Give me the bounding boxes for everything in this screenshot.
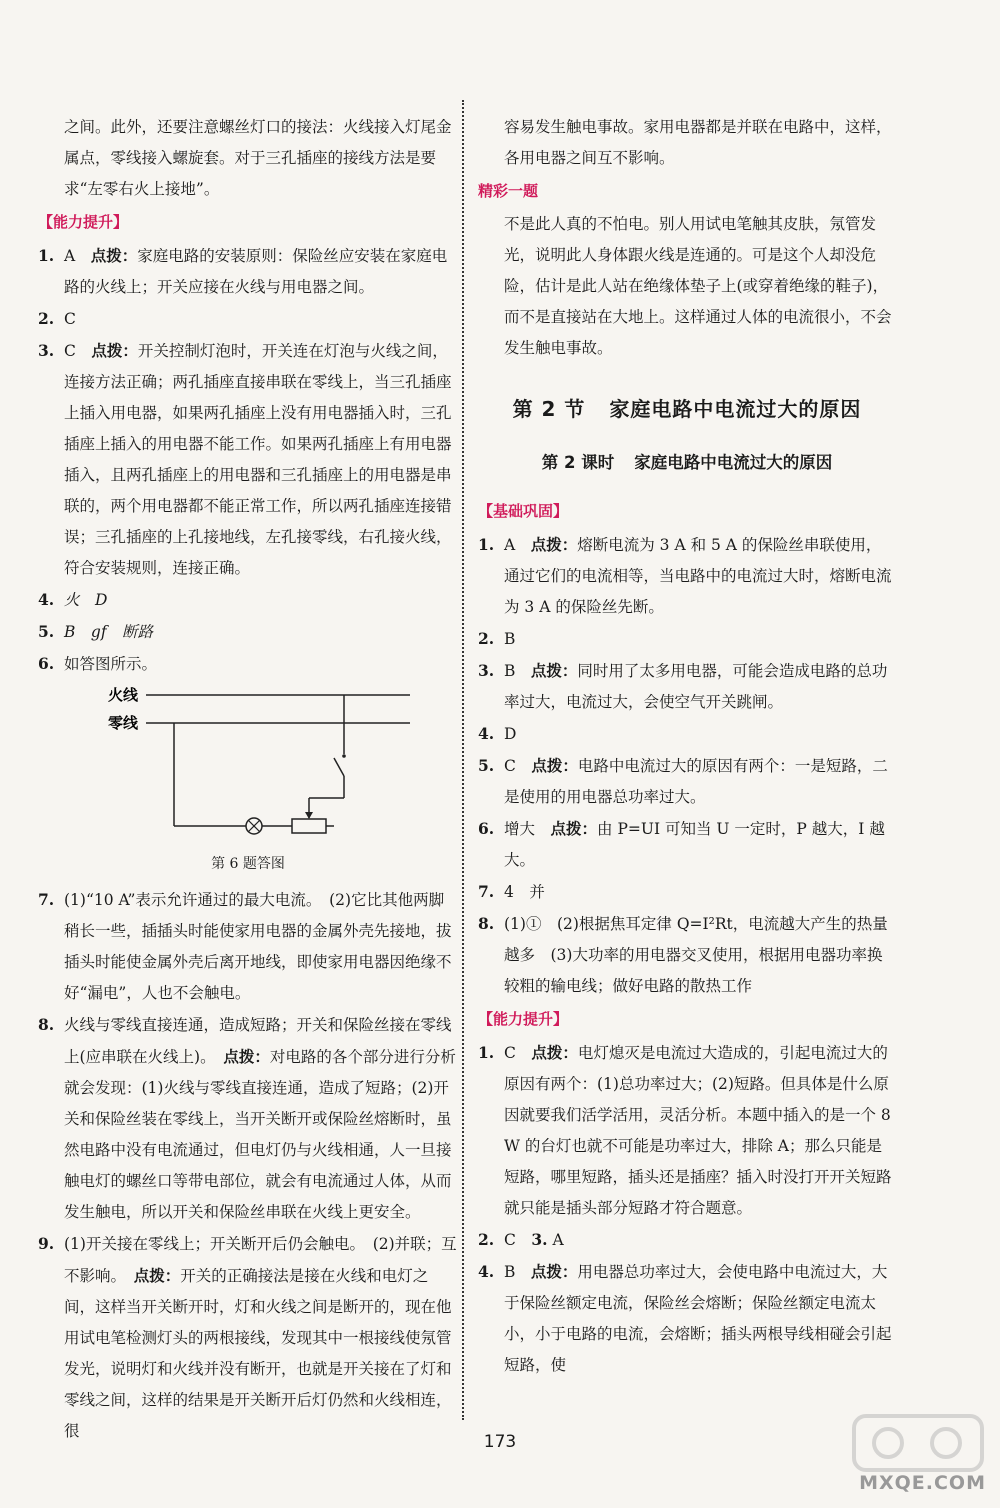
intro-paragraph: 之间。此外，还要注意螺丝灯口的接法：火线接入灯尾金属点，零线接入螺旋套。对于三孔插座的接线方法是要求“左零右火上接地”。 (64, 118, 452, 198)
section-number: 第 2 节 (512, 397, 586, 421)
item-number: 4. (478, 724, 495, 743)
answer-item-6 (38, 648, 458, 680)
live-wire-label: 火线 (108, 686, 139, 704)
item-answer: B (504, 662, 516, 680)
item-text: 由 P=UI 可知当 U 一定时，P 越大，I 越大。 (504, 820, 885, 869)
item-text: (1)开关接在零线上；开关断开后仍会触电。 (2)并联；互不影响。 (64, 1235, 457, 1285)
item-number: 3. (531, 1230, 548, 1249)
item-number: 7. (478, 882, 495, 901)
hint-label: 点拨： (90, 246, 138, 265)
basic-item-7 (478, 876, 896, 908)
answer-item-3 (38, 335, 458, 584)
basic-item-5 (478, 750, 896, 813)
item-number: 5. (38, 622, 55, 641)
hint-label: 点拨： (91, 341, 138, 360)
hint-label: 点拨： (531, 1043, 578, 1062)
item-answer: A (504, 536, 516, 554)
item-number: 2. (478, 1230, 495, 1249)
hint-label: 点拨： (223, 1047, 270, 1066)
item-number: 7. (38, 890, 55, 909)
item-text: 用电器总功率过大，会使电路中电流过大，大于保险丝额定电流，保险丝会熔断；保险丝额定电流太小，小于电路的电流，会熔断；插头两根导线相碰会引起短路，使 (504, 1263, 892, 1374)
answer-item-8 (38, 1009, 458, 1228)
hint-label: 点拨： (530, 1262, 578, 1281)
item-text: 开关控制灯泡时，开关连在灯泡与火线之间，连接方法正确；两孔插座直接串联在零线上，当三孔插座上插入用电器，如果两孔插座上没有用电器插入时，三孔插座上插入的用电器不能工作。如果两孔插座上有用电器插入，且两孔插座上的用电器和三孔插座上的用电器是串联的，两个用电器都不能正常工作，所以两孔插座连接错误；三孔插座的上孔接地线，左孔接零线，右孔接火线，符合安装规则，连接正确。 (64, 342, 452, 577)
item-text: B gf 断路 (64, 623, 154, 641)
answer-item-2 (38, 303, 458, 335)
basic-item-1 (478, 529, 896, 623)
watermark-text: MXQE.COM (859, 1472, 986, 1494)
item-text: C (504, 1231, 532, 1249)
section-tag-ability: 【能力提升】 (38, 213, 129, 231)
right-column (478, 112, 896, 1381)
item-answer: A (64, 247, 76, 265)
item-answer: C (504, 1044, 516, 1062)
item-text: 电路中电流过大的原因有两个：一是短路，二是使用的用电器总功率过大。 (504, 757, 888, 806)
item-text: (1)“10 A”表示允许通过的最大电流。 (2)它比其他两脚稍长一些，插插头时能使家用电器的金属外壳先接地，拔插头时能使金属外壳后离开地线，即使家用电器因绝缘不好“漏电”，人也不会触电。 (64, 891, 452, 1002)
rheostat-icon (292, 819, 326, 833)
ability-item-1 (478, 1037, 896, 1224)
answer-item-4 (38, 584, 458, 616)
column-divider (462, 100, 464, 1420)
lesson-number: 第 2 课时 (541, 453, 615, 472)
hint-label: 点拨： (530, 661, 578, 680)
basic-item-4 (478, 718, 896, 750)
hint-label: 点拨： (531, 756, 578, 775)
item-text: 对电路的各个部分进行分析就会发现：(1)火线与零线直接连通，造成了短路；(2)开关和保险丝装在零线上，当开关断开或保险丝熔断时，虽然电路中没有电流通过，但电灯仍与火线相通，人一旦接触电灯的螺丝口等带电部位，就会有电流通过人体，从而发生触电，所以开关和保险丝串联在火线上更安全。 (64, 1048, 456, 1221)
hint-label: 点拨： (530, 535, 578, 554)
item-number: 4. (38, 590, 55, 609)
ability-item-2-3 (478, 1224, 896, 1256)
basic-item-3 (478, 655, 896, 718)
item-number: 8. (38, 1015, 55, 1034)
page-number: 173 (483, 1432, 517, 1452)
item-number: 4. (478, 1262, 495, 1281)
answer-item-5 (38, 616, 458, 648)
section-name: 家庭电路中电流过大的原因 (609, 397, 862, 421)
basic-item-2 (478, 623, 896, 655)
lesson-name: 家庭电路中电流过大的原因 (634, 453, 833, 472)
neutral-wire-label: 零线 (108, 714, 139, 732)
continued-paragraph: 容易发生触电事故。家用电器都是并联在电路中，这样，各用电器之间互不影响。 (504, 118, 892, 167)
section-tag-basic: 【基础巩固】 (478, 502, 569, 520)
featured-question-answer: 不是此人真的不怕电。别人用试电笔触其皮肤，氖管发光，说明此人身体跟火线是连通的。可是这个人却没危险，估计是此人站在绝缘体垫子上(或穿着绝缘的鞋子)，而不是直接站在大地上。这样通过人体的电流很小，不会发生触电事故。 (504, 215, 892, 357)
item-number: 6. (38, 654, 55, 673)
item-text: 电灯熄灭是电流过大造成的，引起电流过大的原因有两个：(1)总功率过大；(2)短路。但具体是什么原因就要我们活学活用，灵活分析。本题中插入的是一个 8 W 的台灯也就不可能是功率过大，排除 A；那么只能是短路，哪里短路，插头还是插座？插入时没打开开关短路就只能是插头部分短路才符合题意。 (504, 1044, 892, 1217)
item-number: 9. (38, 1234, 55, 1253)
item-number: 6. (478, 819, 495, 838)
item-number: 2. (38, 309, 55, 328)
item-answer: C (504, 757, 516, 775)
item-text: 火 D (64, 591, 108, 609)
item-text: 同时用了太多用电器，可能会造成电路的总功率过大，电流过大，会使空气开关跳闸。 (504, 662, 888, 711)
left-column (38, 112, 458, 1447)
item-number: 8. (478, 914, 495, 933)
item-text: (1)① (2)根据焦耳定律 Q=I²Rt，电流越大产生的热量越多 (3)大功率的用电器交叉使用，根据用电器功率换较粗的输电线；做好电路的散热工作 (504, 915, 888, 995)
answer-item-7 (38, 884, 458, 1009)
diagram-caption: 第 6 题答图 (211, 856, 285, 872)
circuit-diagram (98, 686, 418, 838)
item-text: A (552, 1231, 564, 1249)
item-answer: D (504, 725, 517, 743)
item-number: 1. (38, 246, 55, 265)
item-number: 3. (478, 661, 495, 680)
item-number: 3. (38, 341, 55, 360)
item-number: 1. (478, 535, 495, 554)
answer-item-1 (38, 240, 458, 303)
lesson-title (478, 447, 896, 478)
item-answer: C (64, 310, 76, 328)
item-text: 熔断电流为 3 A 和 5 A 的保险丝串联使用，通过它们的电流相等，当电路中的电流过大时，熔断电流为 3 A 的保险丝先断。 (504, 536, 892, 616)
switch-icon (334, 758, 344, 776)
featured-question-tag: 精彩一题 (478, 182, 539, 200)
item-number: 2. (478, 629, 495, 648)
hint-label: 点拨： (133, 1266, 181, 1285)
item-answer: C (64, 342, 76, 360)
item-answer: 增大 (504, 820, 536, 838)
basic-item-8 (478, 908, 896, 1002)
section-title (478, 394, 896, 425)
item-number: 1. (478, 1043, 495, 1062)
item-answer: B (504, 630, 516, 648)
ability-item-4 (478, 1256, 896, 1381)
item-text: 开关的正确接法是接在火线和电灯之间，这样当开关断开时，灯和火线之间是断开的，现在他用试电笔检测灯头的两根接线，发现其中一根接线使氖管发光，说明灯和火线并没有断开，也就是开关接在了灯和零线之间，这样的结果是开关断开后灯仍然和火线相连，很 (64, 1267, 452, 1440)
rheostat-arrow (305, 812, 313, 819)
section-tag-ability-2: 【能力提升】 (478, 1010, 569, 1028)
hint-label: 点拨： (550, 819, 598, 838)
item-text: 火线与零线直接连通，造成短路；开关和保险丝接在零线上(应串联在火线上)。 (64, 1016, 452, 1066)
item-text: 如答图所示。 (64, 655, 158, 673)
item-text: 家庭电路的安装原则：保险丝应安装在家庭电路的火线上；开关应接在火线与用电器之间。 (64, 247, 448, 296)
item-number: 5. (478, 756, 495, 775)
answer-item-9 (38, 1228, 458, 1447)
item-answer: B (504, 1263, 516, 1281)
switch-contact (342, 754, 346, 758)
item-text: 4 并 (504, 883, 545, 901)
basic-item-6 (478, 813, 896, 876)
